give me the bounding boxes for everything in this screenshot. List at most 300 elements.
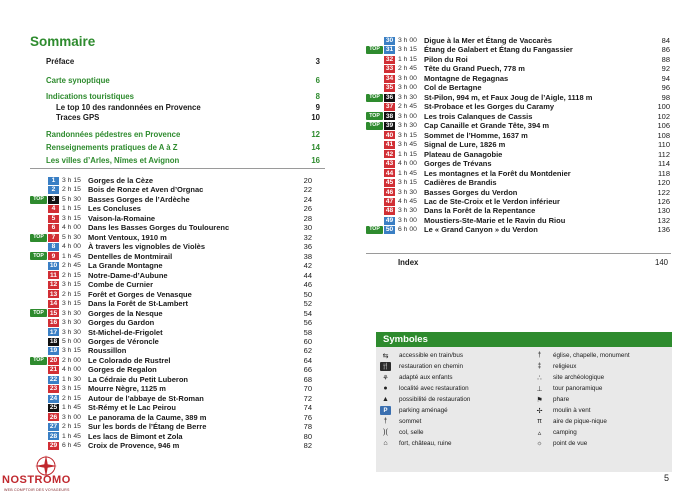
route-row [30, 233, 312, 242]
toc-entry-label: Préface [46, 57, 75, 66]
route-page: 58 [303, 327, 312, 337]
symbol-label: phare [553, 396, 570, 403]
route-duration: 3 h 15 [62, 281, 81, 289]
symbol-entry [534, 416, 670, 427]
route-row [366, 206, 670, 215]
route-name: Col de Bertagne [424, 83, 482, 93]
route-row [30, 280, 312, 289]
top-badge [366, 37, 383, 45]
route-row [30, 356, 312, 365]
route-duration: 1 h 45 [62, 252, 81, 260]
top-badge [366, 56, 383, 64]
route-page: 92 [661, 64, 670, 74]
route-name: Dentelles de Montmirail [88, 251, 173, 261]
route-name: Lac de Ste-Croix et le Verdon inférieur [424, 196, 560, 206]
top-badge [30, 423, 47, 431]
toc-entry [46, 57, 320, 67]
route-name: Gorges de la Cèze [88, 176, 154, 185]
route-number-badge: 29 [49, 442, 58, 450]
top-badge [30, 442, 47, 450]
route-page: 54 [303, 308, 312, 318]
toc-entry-label: Randonnées pédestres en Provence [46, 130, 181, 140]
route-page: 50 [303, 289, 312, 299]
route-number-badge: 10 [49, 262, 58, 270]
route-row [30, 365, 312, 374]
route-duration: 1 h 45 [62, 432, 81, 440]
route-number-badge: 34 [385, 74, 394, 82]
toc-entry-label: Le top 10 des randonnées en Provence [56, 102, 201, 112]
symbol-entry [380, 350, 530, 361]
route-page: 108 [657, 130, 670, 140]
route-row [30, 271, 312, 280]
route-row [30, 328, 312, 337]
toc-entry-label: Renseignements pratiques de A à Z [46, 143, 178, 153]
route-row [30, 176, 312, 185]
route-name: Notre-Dame-d’Aubune [88, 270, 168, 280]
route-name: Gorges de Regalon [88, 365, 157, 375]
route-row [30, 261, 312, 270]
top-badge [30, 376, 47, 384]
route-duration: 3 h 00 [398, 74, 417, 82]
route-row [366, 64, 670, 73]
route-row [30, 309, 312, 318]
route-row [30, 441, 312, 450]
toc-entry-page: 8 [315, 92, 320, 102]
route-number-badge: 18 [49, 337, 58, 345]
top-badge [366, 217, 383, 225]
symbol-label: accessible en train/bus [399, 352, 464, 359]
route-number-badge: 13 [49, 290, 58, 298]
top-badge: TOP [366, 226, 383, 234]
route-duration: 5 h 30 [62, 233, 81, 241]
route-duration: 4 h 45 [398, 197, 417, 205]
toc-entry [46, 76, 320, 86]
route-duration: 4 h 00 [62, 224, 81, 232]
route-duration: 4 h 00 [62, 366, 81, 374]
route-name: Bois de Ronze et Aven d’Orgnac [88, 185, 204, 195]
route-row [30, 403, 312, 412]
front-matter-list [46, 57, 320, 167]
route-page: 110 [658, 140, 670, 150]
top-badge [30, 177, 47, 185]
top-badge [30, 243, 47, 251]
route-page: 74 [303, 403, 312, 413]
route-row [366, 159, 670, 168]
route-duration: 3 h 15 [398, 46, 417, 54]
route-page: 72 [303, 393, 312, 403]
top-badge [30, 224, 47, 232]
route-name: Le panorama de la Caume, 389 m [88, 412, 207, 422]
toc-entry-page: 3 [315, 57, 320, 66]
route-number-badge: 28 [49, 432, 58, 440]
train-bus-icon: ⇆ [382, 352, 389, 360]
top-badge [30, 205, 47, 213]
route-row [366, 169, 670, 178]
top-badge [30, 347, 47, 355]
symbol-entry [380, 394, 530, 405]
symbol-entry [534, 427, 670, 438]
top-badge: TOP [366, 122, 383, 130]
symbol-entry [380, 372, 530, 383]
route-name: Roussillon [88, 346, 127, 356]
route-number-badge: 44 [385, 169, 394, 177]
route-page: 106 [657, 121, 670, 131]
route-number-badge: 40 [385, 131, 394, 139]
route-row [30, 384, 312, 393]
route-row [30, 214, 312, 223]
route-name: Les Concluses [88, 204, 141, 214]
route-duration: 5 h 00 [62, 337, 81, 345]
route-duration: 3 h 15 [62, 300, 81, 308]
route-page: 100 [657, 102, 670, 112]
symbol-label: sommet [399, 418, 422, 425]
route-row [30, 394, 312, 403]
route-page: 118 [658, 168, 670, 178]
route-page: 68 [303, 374, 312, 384]
top-badge [30, 404, 47, 412]
top-badge [366, 65, 383, 73]
route-page: 84 [661, 36, 670, 45]
route-number-badge: 23 [49, 385, 58, 393]
route-duration: 2 h 15 [62, 271, 81, 279]
top-badge: TOP [30, 357, 47, 365]
route-number-badge: 35 [385, 84, 394, 92]
top-badge [366, 179, 383, 187]
route-page: 136 [657, 225, 670, 235]
route-name: Plateau de Ganagobie [424, 149, 503, 159]
top-badge: TOP [366, 94, 383, 102]
route-number-badge: 17 [49, 328, 58, 336]
route-page: 82 [303, 441, 312, 451]
route-page: 86 [661, 45, 670, 55]
route-name: Les lacs de Bimont et Zola [88, 431, 183, 441]
route-duration: 2 h 15 [62, 186, 81, 194]
route-row [366, 74, 670, 83]
route-page: 56 [303, 318, 312, 328]
route-number-badge: 3 [48, 196, 59, 204]
route-row [30, 242, 312, 251]
route-duration: 3 h 30 [398, 188, 417, 196]
top-badge [30, 338, 47, 346]
route-page: 66 [303, 365, 312, 375]
symbol-entry [534, 394, 670, 405]
route-page: 102 [657, 111, 670, 121]
symbol-label: tour panoramique [553, 385, 603, 392]
routes-list-left [30, 176, 312, 451]
route-duration: 6 h 45 [62, 442, 81, 450]
route-name: Mourre Nègre, 1125 m [88, 384, 166, 394]
route-number-badge: 8 [48, 243, 59, 251]
route-name: Moustiers-Ste-Marie et le Ravin du Riou [424, 215, 566, 225]
top-badge: TOP [30, 234, 47, 242]
route-page: 42 [303, 261, 312, 271]
summit-icon: † [383, 418, 388, 425]
route-row [366, 55, 670, 64]
symbol-entry [534, 383, 670, 394]
symbol-label: possibilité de restauration [399, 396, 471, 403]
route-duration: 3 h 30 [398, 93, 417, 101]
top-badge [366, 150, 383, 158]
route-number-badge: 41 [385, 141, 394, 149]
symbol-label: parking aménagé [399, 407, 448, 414]
symbol-entry [380, 361, 530, 372]
route-page: 96 [661, 83, 670, 93]
route-name: Montagne de Regagnas [424, 73, 509, 83]
route-duration: 3 h 00 [398, 84, 417, 92]
route-row [366, 216, 670, 225]
compass-rose-icon [24, 452, 68, 476]
route-name: La Cédraie du Petit Luberon [88, 374, 189, 384]
symbol-label: col, selle [399, 429, 424, 436]
route-row [30, 195, 312, 204]
route-duration: 2 h 15 [62, 423, 81, 431]
top-badge [30, 215, 47, 223]
route-page: 114 [658, 159, 670, 169]
route-name: Dans les Basses Gorges du Toulourenc [88, 223, 230, 233]
route-duration: 1 h 15 [62, 205, 81, 213]
symbol-label: localité avec restauration [399, 385, 469, 392]
top-badge [30, 186, 47, 194]
route-row [366, 121, 670, 130]
route-row [366, 197, 670, 206]
route-name: Dans la Forêt de la Repentance [424, 206, 536, 216]
route-name: À travers les vignobles de Violès [88, 242, 205, 252]
symbols-left-column [380, 350, 530, 449]
publisher-logo [2, 452, 94, 498]
picnic-icon: π [537, 418, 542, 425]
route-name: Tête du Grand Puech, 778 m [424, 64, 525, 74]
route-duration: 5 h 30 [62, 195, 81, 203]
symbol-entry [380, 427, 530, 438]
toc-entry-label: Carte synoptique [46, 76, 110, 86]
route-number-badge: 43 [385, 160, 394, 168]
route-duration: 2 h 00 [62, 356, 81, 364]
top-badge [366, 169, 383, 177]
toc-entry [46, 130, 320, 140]
top-badge [30, 271, 47, 279]
route-number-badge: 49 [385, 216, 394, 224]
top-badge [30, 432, 47, 440]
route-duration: 3 h 15 [62, 214, 81, 222]
symbol-entry [534, 350, 670, 361]
symbol-entry [380, 416, 530, 427]
route-number-badge: 14 [49, 300, 58, 308]
top-badge [366, 207, 383, 215]
church-icon: † [537, 352, 542, 359]
route-row [366, 45, 670, 54]
route-page: 38 [303, 251, 312, 261]
route-duration: 1 h 45 [398, 169, 417, 177]
route-number-badge: 38 [385, 112, 394, 120]
route-number-badge: 6 [48, 224, 59, 232]
route-row [30, 422, 312, 431]
route-name: Les montagnes et la Forêt du Montdenier [424, 168, 571, 178]
route-duration: 3 h 15 [398, 131, 417, 139]
route-name: Dans la Forêt de St-Lambert [88, 299, 189, 309]
route-page: 64 [303, 355, 312, 365]
route-name: Autour de l’abbaye de St-Roman [88, 393, 204, 403]
route-duration: 2 h 15 [62, 394, 81, 402]
route-duration: 3 h 15 [62, 177, 81, 184]
route-row [30, 223, 312, 232]
route-duration: 3 h 30 [398, 207, 417, 215]
top-badge [30, 413, 47, 421]
route-name: Pilon du Roi [424, 54, 468, 64]
route-number-badge: 50 [385, 226, 394, 234]
route-page: 30 [303, 223, 312, 233]
top-badge: TOP [30, 196, 47, 204]
toc-entry-page: 16 [311, 156, 320, 166]
route-row [366, 178, 670, 187]
route-row [30, 299, 312, 308]
route-page: 126 [657, 196, 670, 206]
route-number-badge: 48 [385, 207, 394, 215]
route-page: 132 [657, 215, 670, 225]
top-badge [30, 328, 47, 336]
route-page: 76 [303, 412, 312, 422]
castle-icon: ⌂ [383, 440, 388, 447]
top-badge: TOP [366, 46, 383, 54]
route-number-badge: 45 [385, 179, 394, 187]
windmill-icon: ✢ [536, 407, 543, 415]
route-number-badge: 4 [48, 205, 59, 213]
route-name: Sur les bords de l’Étang de Berre [88, 422, 207, 432]
symbols-right-column [534, 350, 670, 449]
toc-entry-page: 6 [315, 76, 320, 86]
toc-entry-page: 9 [315, 102, 320, 112]
route-duration: 4 h 00 [62, 243, 81, 251]
route-duration: 3 h 00 [398, 37, 417, 44]
route-duration: 3 h 30 [62, 319, 81, 327]
route-name: Digue à la Mer et Étang de Vaccarès [424, 36, 552, 45]
top-badge [30, 395, 47, 403]
route-duration: 3 h 00 [62, 413, 81, 421]
route-page: 36 [303, 242, 312, 252]
symbol-entry [380, 438, 530, 449]
top-badge [30, 281, 47, 289]
route-page: 22 [303, 185, 312, 195]
route-number-badge: 33 [385, 65, 394, 73]
top-badge: TOP [366, 112, 383, 120]
top-badge [366, 84, 383, 92]
route-number-badge: 36 [385, 93, 394, 101]
route-duration: 3 h 30 [398, 122, 417, 130]
route-page: 24 [303, 194, 312, 204]
symbol-label: camping [553, 429, 577, 436]
route-name: Croix de Provence, 946 m [88, 441, 180, 451]
route-row [30, 432, 312, 441]
symbol-label: restauration en chemin [399, 363, 464, 370]
route-row [366, 36, 670, 45]
route-name: Mont Ventoux, 1910 m [88, 232, 167, 242]
logo-name: NOSTROMO [2, 474, 71, 486]
route-number-badge: 22 [49, 375, 58, 383]
restaurant-icon: 🍴 [381, 364, 390, 370]
route-number-badge: 15 [49, 309, 58, 317]
route-number-badge: 11 [48, 271, 59, 279]
toc-entry [46, 143, 320, 153]
route-duration: 3 h 30 [62, 309, 81, 317]
route-number-badge: 25 [49, 404, 58, 412]
route-page: 46 [303, 280, 312, 290]
top-badge [30, 262, 47, 270]
route-name: Signal de Lure, 1826 m [424, 140, 506, 150]
route-page: 120 [657, 178, 670, 188]
route-number-badge: 24 [49, 394, 58, 402]
symbol-label: moulin à vent [553, 407, 591, 414]
route-number-badge: 26 [49, 413, 58, 421]
route-name: Les trois Calanques de Cassis [424, 111, 533, 121]
route-number-badge: 46 [385, 188, 394, 196]
route-number-badge: 12 [49, 281, 58, 289]
route-number-badge: 20 [49, 356, 58, 364]
route-page: 122 [657, 187, 670, 197]
route-number-badge: 47 [385, 197, 394, 205]
route-number-badge: 31 [385, 46, 394, 54]
route-row [366, 150, 670, 159]
route-page: 20 [303, 176, 312, 185]
symbol-label: aire de pique-nique [553, 418, 607, 425]
route-row [30, 252, 312, 261]
route-name: Étang de Galabert et Étang du Fangassier [424, 45, 573, 55]
route-number-badge: 1 [48, 177, 59, 185]
route-name: St-Rémy et le Lac Peirou [88, 403, 176, 413]
top-badge [30, 385, 47, 393]
route-name: Gorges de la Nesque [88, 308, 163, 318]
index-row [398, 258, 668, 267]
index-label: Index [398, 258, 419, 267]
pass-icon: )( [383, 429, 388, 436]
route-row [30, 337, 312, 346]
panorama-tower-icon: ⊥ [536, 385, 543, 393]
route-number-badge: 30 [385, 37, 394, 44]
route-number-badge: 5 [48, 215, 59, 223]
route-duration: 2 h 45 [398, 103, 417, 111]
symbol-entry [380, 383, 530, 394]
route-duration: 2 h 45 [398, 65, 417, 73]
route-duration: 3 h 00 [398, 216, 417, 224]
route-row [366, 112, 670, 121]
route-number-badge: 27 [49, 423, 58, 431]
route-duration: 4 h 00 [398, 160, 417, 168]
toc-entry-label: Traces GPS [56, 112, 100, 122]
route-duration: 3 h 00 [398, 112, 417, 120]
index-page: 140 [654, 258, 668, 267]
top-badge [30, 290, 47, 298]
top-badge: TOP [30, 252, 47, 260]
route-name: Sommet de l’Homme, 1637 m [424, 130, 528, 140]
route-name: Vaison-la-Romaine [88, 213, 156, 223]
toc-entry [46, 103, 320, 113]
toc-entry [46, 92, 320, 102]
symbol-label: adapté aux enfants [399, 374, 453, 381]
route-page: 78 [303, 422, 312, 432]
route-row [366, 102, 670, 111]
route-page: 32 [303, 232, 312, 242]
divider [30, 168, 325, 169]
children-icon: ⚘ [382, 374, 389, 382]
route-row [366, 225, 670, 234]
route-duration: 1 h 45 [62, 404, 81, 412]
route-row [30, 185, 312, 194]
route-name: Gorges de Véroncle [88, 336, 159, 346]
symbol-entry [380, 405, 530, 416]
top-badge [366, 141, 383, 149]
route-row [366, 93, 670, 102]
top-badge [366, 160, 383, 168]
top-badge [30, 300, 47, 308]
route-row [366, 131, 670, 140]
